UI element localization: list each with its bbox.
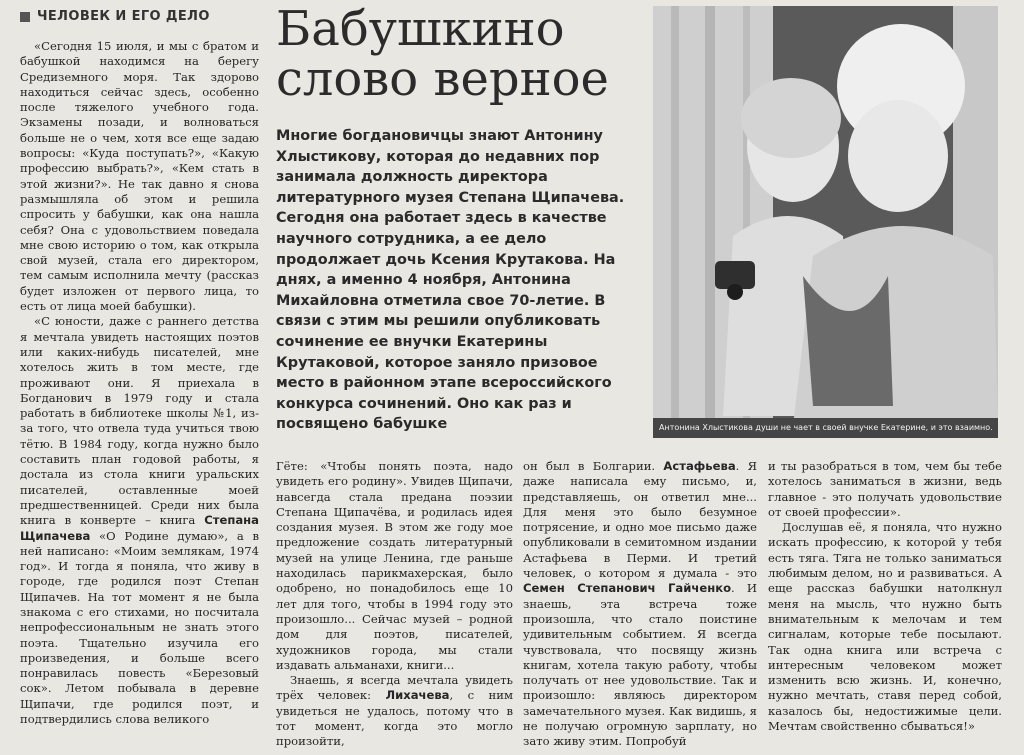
square-bullet-icon xyxy=(20,12,30,22)
body-paragraph: и ты разобраться в том, чем бы тебе хотелось заниматься в жизни, ведь главное - это получать удовольствие от своей профессии». xyxy=(768,459,1002,519)
body-column-2 xyxy=(276,459,513,750)
text-run: . Я даже написала ему письмо, и, представляешь, он ответил мне... Для меня это было безумное потрясение, и одно мое письмо даже опубликовали в семитомном издании Астафьева в Перми. И третий человек, о котором я думала - это xyxy=(523,459,757,581)
body-paragraph xyxy=(20,314,259,727)
headline-line-1: Бабушкино xyxy=(276,1,565,57)
photo-grandmother-granddaughter xyxy=(653,6,998,438)
lead-paragraph: Многие богдановичцы знают Антонину Хлыстикову, которая до недавних пор занимала должность директора литературного музея Степана Щипачева. Сегодня она работает здесь в качестве научного сотрудника, а ее дело продолжает дочь Ксения Крутакова. На днях, а именно 4 ноября, Антонина Михайловна отметила свое 70-летие. В связи с этим мы решили опубликовать сочинение ее внучки Екатерины Крутаковой, которое заняло призовое место в районном этапе всероссийского конкурса сочинений. Оно как раз и посвящено бабушке xyxy=(276,128,625,433)
text-run: «О Родине думаю», а в ней написано: «Моим землякам, 1974 год». И тогда я поняла, что живу в городе, где родился поэт Степан Щипачев. На тот момент я не была знакома с его стихами, но посчитала непрофессиональным не знать этого поэта. Тщательно изучила его произведения, и больше всего понравилась повесть «Березовый сок». Летом побывала в деревне Щипачи, где родился поэт, и подтвердились слова великого xyxy=(20,528,259,727)
headline xyxy=(276,1,648,107)
text-run: . И знаешь, эта встреча тоже произошла, что стало поистине удивительным событием. Я всегда чувствовала, что посвящу жизнь книгам, хотела такую работу, чтобы получать от нее удовольствие. Так и произошло: являюсь директором замечательного музея. Как видишь, я не получаю огромную зарплату, но зато живу этим. Попробуй xyxy=(523,581,757,749)
body-column-1 xyxy=(20,39,259,727)
body-column-3 xyxy=(523,459,757,750)
person-name: Лихачева xyxy=(385,688,450,703)
text-run: он был в Болгарии. xyxy=(523,459,664,473)
body-paragraph xyxy=(523,459,757,750)
headline-line-2: слово верное xyxy=(276,51,609,107)
photo-caption: Антонина Хлыстикова души не чает в своей внучке Екатерине, и это взаимно. xyxy=(653,418,998,438)
text-run: Знаешь, я всегда мечтала увидеть трёх человек: xyxy=(276,673,513,703)
body-paragraph xyxy=(276,673,513,749)
body-paragraph: Дослушав её, я поняла, что нужно искать профессию, к которой у тебя есть тяга. Тяга не только заниматься любимым делом, но и развиваться. А еще рассказ бабушки натолкнул меня на мысль, что нужно быть внимательным к мелочам и тем сигналам, которые тебе посылают. Так одна книга или встреча с интересным человеком может изменить всю жизнь. И, конечно, нужно мечтать, ставя перед собой, казалось бы, недостижимые цели. Мечтам свойственно сбываться!» xyxy=(768,520,1002,734)
section-rubric xyxy=(20,9,260,24)
rubric-label: ЧЕЛОВЕК И ЕГО ДЕЛО xyxy=(37,9,210,24)
text-run: , с ним увидеться не удалось, потому что в тот момент, когда это могло произойти, xyxy=(276,688,513,749)
text-run: «С юности, даже с раннего детства я мечтала увидеть настоящих поэтов или каких-нибудь писателей, мне хотелось жить в том месте, где проживают они. Я приехала в Богданович в 1979 году и стала работать в библиотеке школы №1, из-за того, что отвела туда учиться твою тётю. В 1984 году, когда нужно было составить план годовой работы, я достала из стола книги уральских писателей, оставленные моей предшественницей. Среди них была книга в конверте – книга xyxy=(20,314,259,528)
body-column-4 xyxy=(768,459,1002,734)
body-paragraph: «Сегодня 15 июля, и мы с братом и бабушкой находимся на берегу Средиземного моря. Так здорово находиться сейчас здесь, особенно после тяжелого учебного года. Экзамены позади, и волноваться больше не о чем, хотя все еще задаю вопросы: «Куда поступать?», «Какую профессию выбрать?», «Кем стать в этой жизни?». Не так давно я снова размышляла об этом и решила спросить у бабушки, как она нашла себя? Она с удовольствием поведала мне свою историю о том, как открыла свой музей, стала его директором, тем самым исполнила мечту (рассказ будет изложен от первого лица, то есть от лица моей бабушки). xyxy=(20,39,259,314)
body-paragraph: Гёте: «Чтобы понять поэта, надо увидеть его родину». Увидев Щипачи, навсегда стала предана поэзии Степана Щипачёва, и родилась идея создания музея. В этом же году мое предложение создать литературный музей на улице Ленина, где раньше находилась парикмахерская, было одобрено, но понадобилось еще 10 лет для того, чтобы в 1994 году это произошло... Сейчас музей – родной дом для поэтов, писателей, художников города, мы стали издавать альманахи, книги... xyxy=(276,459,513,672)
article-photo xyxy=(653,6,998,438)
person-name: Степана Щипачева xyxy=(20,513,259,543)
person-name: Астафьева xyxy=(663,459,736,473)
person-name: Семен Степанович Гайченко xyxy=(523,581,732,596)
